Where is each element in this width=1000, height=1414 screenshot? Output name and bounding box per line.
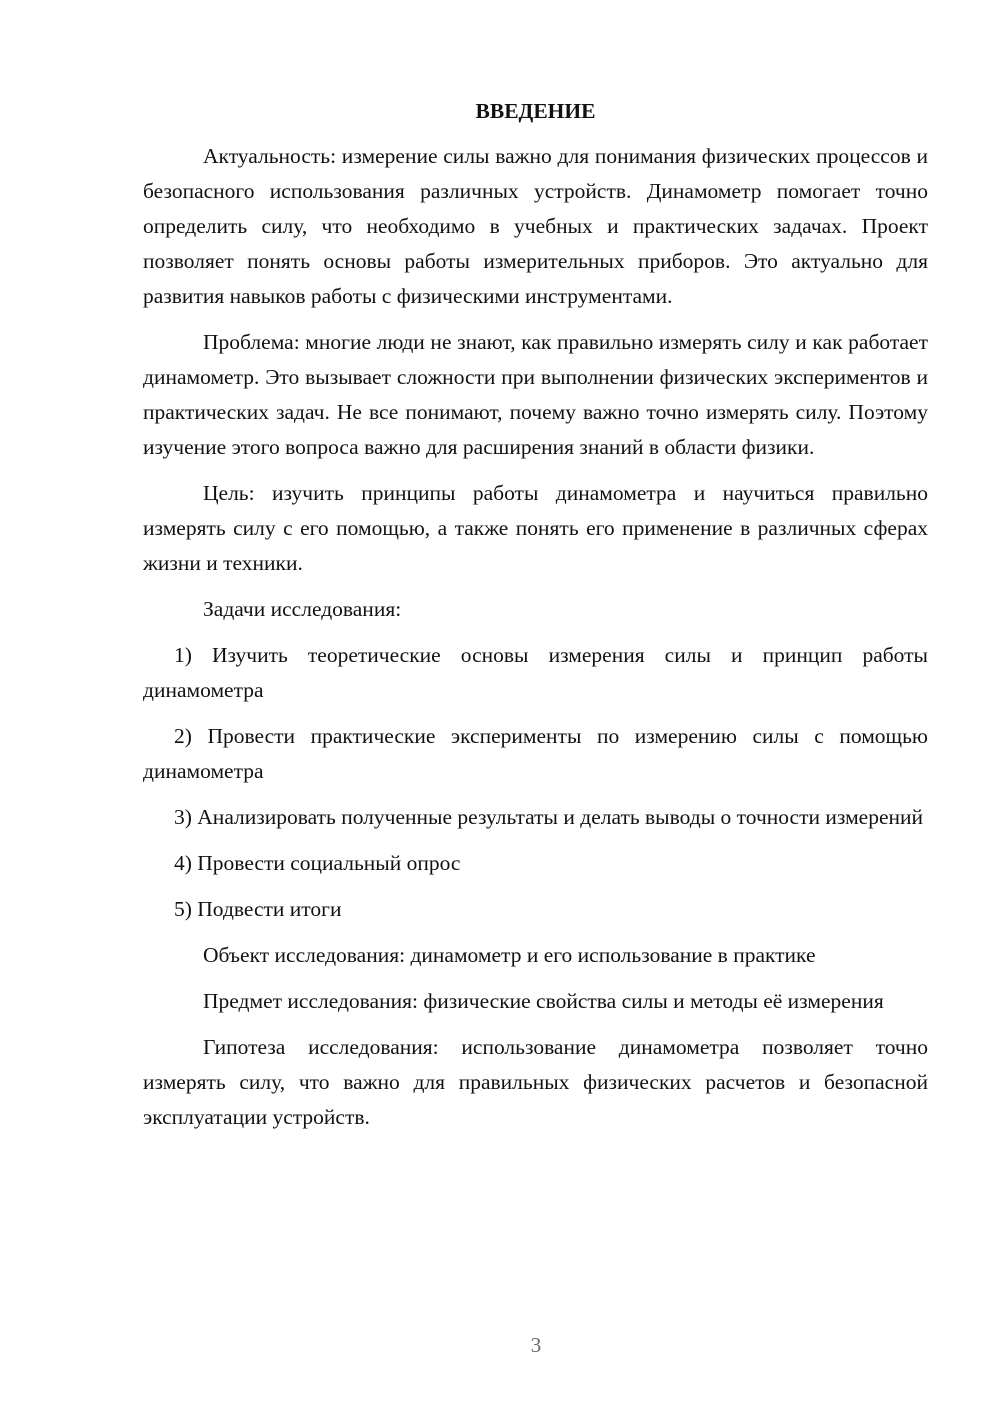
goal-paragraph: Цель: изучить принципы работы динамометра и научиться правильно измерять силу с его помощью, а также понять его применение в различных сферах жизни и техники. [143,481,928,575]
page-title: ВВЕДЕНИЕ [475,99,596,123]
task-item: 1) Изучить теоретические основы измерения силы и принцип работы динамометра [143,643,928,702]
relevance-paragraph: Актуальность: измерение силы важно для понимания физических процессов и безопасного использования различных устройств. Динамометр помогает точно определить силу, что необходимо в учебных и практических задачах. Проект позволяет понять основы работы измерительных приборов. Это актуально для развития навыков работы с физическими инструментами. [143,144,928,308]
page-content [143,96,928,1135]
task-item: 5) Подвести итоги [174,897,342,921]
hypothesis-paragraph: Гипотеза исследования: использование динамометра позволяет точно измерять силу, что важно для правильных физических расчетов и безопасной эксплуатации устройств. [143,1035,928,1129]
object-paragraph: Объект исследования: динамометр и его использование в практике [203,943,816,967]
task-item: 4) Провести социальный опрос [174,851,461,875]
problem-paragraph: Проблема: многие люди не знают, как правильно измерять силу и как работает динамометр. Это вызывает сложности при выполнении физических экспериментов и практических задач. Не все понимают, почему важно точно измерять силу. Поэтому изучение этого вопроса важно для расширения знаний в области физики. [143,330,928,459]
task-item: 2) Провести практические эксперименты по измерению силы с помощью динамометра [143,724,928,783]
task-item: 3) Анализировать полученные результаты и делать выводы о точности измерений [174,805,924,829]
subject-paragraph: Предмет исследования: физические свойства силы и методы её измерения [203,989,884,1013]
page-number: 3 [530,1333,542,1357]
tasks-heading: Задачи исследования: [203,597,402,621]
